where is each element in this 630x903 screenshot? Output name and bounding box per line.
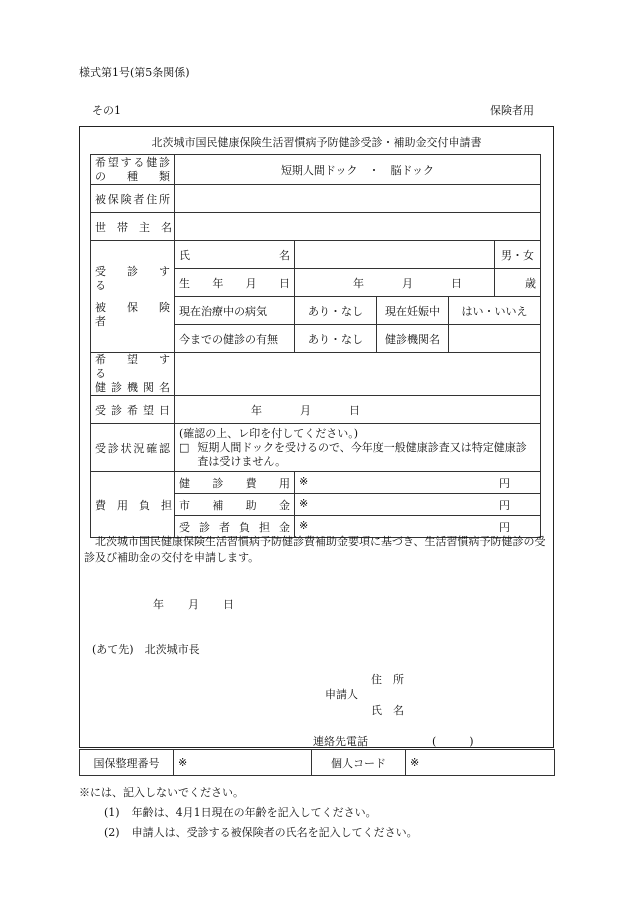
examinee-label: 受 診 す る 被 保 険 者: [91, 241, 175, 353]
form-number: 様式第1号(第5条関係): [79, 66, 190, 79]
personal-code-label: 個人コード: [312, 750, 406, 776]
age-field[interactable]: 歳: [495, 269, 541, 297]
birth-date-field[interactable]: 年 月 日: [295, 269, 495, 297]
status-checkbox[interactable]: □: [179, 440, 190, 454]
form-title: 北茨城市国民健康保険生活習慣病予防健診受診・補助金交付申請書: [151, 136, 482, 149]
gender-options[interactable]: 男・女: [495, 241, 541, 269]
cost-item-field[interactable]: ※ 円: [295, 516, 541, 538]
status-field: [175, 424, 541, 472]
admin-number-label: 国保整理番号: [80, 750, 174, 776]
note-item: (1) 年齢は、4月1日現在の年齢を記入してください。: [104, 806, 377, 819]
facility-label: 健診機関名: [377, 325, 449, 353]
phone-label: 連絡先電話: [313, 735, 368, 748]
history-label: 今までの健診の有無: [175, 325, 295, 353]
cost-label: 費 用 負 担: [91, 472, 175, 538]
desired-date-field[interactable]: 年 月 日: [175, 396, 541, 424]
cost-item-label: 受診者負担金: [175, 516, 295, 538]
admin-number-field: ※: [174, 750, 312, 776]
insured-address-label: 被保険者住所: [91, 185, 175, 213]
illness-options[interactable]: あり・なし: [295, 297, 377, 325]
phone-field[interactable]: ( ): [432, 735, 474, 748]
note-item: (2) 申請人は、受診する被保険者の氏名を記入してください。: [104, 826, 418, 839]
desired-date-label: 受診希望日: [91, 396, 175, 424]
cost-item-label: 市補助金: [175, 494, 295, 516]
insured-address-field[interactable]: [175, 185, 541, 213]
statement-text: 北茨城市国民健康保険生活習慣病予防健診費補助金要項に基づき、生活習慣病予防健診の受診及び補助金の交付を申請します。: [84, 535, 546, 564]
applicant-name-label: 氏 名: [371, 704, 404, 717]
exam-type-label: 希望する健診 の 種 類: [91, 155, 175, 185]
facility-field[interactable]: [449, 325, 541, 353]
desired-facility-label: 希 望 す る 健診機関名: [91, 353, 175, 396]
personal-code-field: ※: [406, 750, 555, 776]
status-text: 短期人間ドックを受けるので、今年度一般健康診査又は特定健康診査は受けません。: [197, 440, 527, 468]
pregnant-options[interactable]: はい・いいえ: [449, 297, 541, 325]
household-head-label: 世 帯 主 名: [91, 213, 175, 241]
exam-type-options[interactable]: 短期人間ドック ・ 脳ドック: [175, 155, 541, 185]
cost-item-label: 健診費用: [175, 472, 295, 494]
status-note: (確認の上、レ印を付してください。): [179, 426, 359, 440]
notes-intro: ※には、記入しないでください。: [79, 786, 244, 799]
application-date[interactable]: 年 月 日: [153, 598, 234, 611]
cost-item-field[interactable]: ※ 円: [295, 472, 541, 494]
sheet-label: その1: [92, 104, 121, 117]
status-label: 受診状況確認: [91, 424, 175, 472]
pregnant-label: 現在妊娠中: [377, 297, 449, 325]
name-label: 氏名: [175, 241, 295, 269]
illness-label: 現在治療中の病気: [175, 297, 295, 325]
cost-item-field[interactable]: ※ 円: [295, 494, 541, 516]
applicant-label: 申請人: [325, 688, 358, 701]
household-head-field[interactable]: [175, 213, 541, 241]
birth-label: 生年月日: [175, 269, 295, 297]
name-field[interactable]: [295, 241, 495, 269]
copy-label: 保険者用: [490, 104, 534, 117]
address-label: 住 所: [371, 673, 404, 686]
history-options[interactable]: あり・なし: [295, 325, 377, 353]
addressee: (あて先) 北茨城市長: [92, 643, 200, 656]
admin-table: [79, 749, 555, 776]
desired-facility-field[interactable]: [175, 353, 541, 396]
application-table: [90, 154, 541, 538]
